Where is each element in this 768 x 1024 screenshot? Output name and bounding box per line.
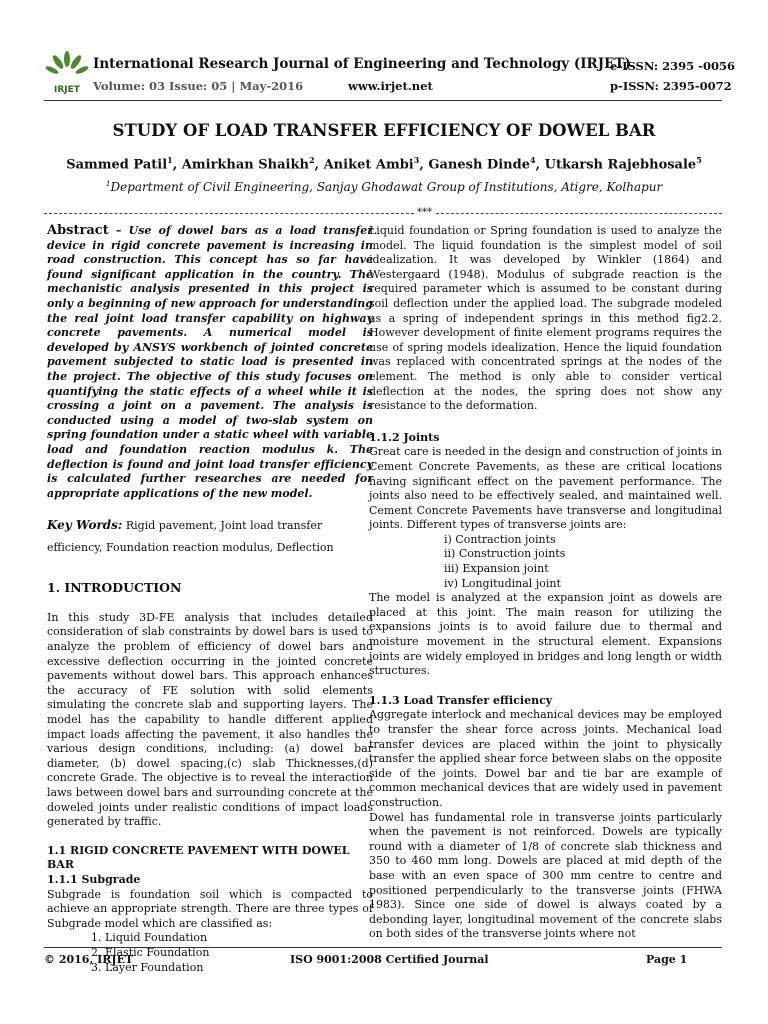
author-name: Ganesh Dinde bbox=[428, 157, 530, 173]
irjet-logo bbox=[44, 50, 90, 96]
author-sup: 2 bbox=[308, 155, 315, 165]
author-sup: 1 bbox=[167, 155, 173, 165]
affiliation bbox=[0, 179, 768, 194]
left-column bbox=[47, 224, 373, 975]
volume-issue: Volume: 03 Issue: 05 | May-2016 bbox=[93, 79, 304, 93]
author-sup: 5 bbox=[696, 155, 702, 165]
author-name: Utkarsh Rajebhosale bbox=[544, 157, 697, 173]
paper-title: STUDY OF LOAD TRANSFER EFFICIENCY OF DOWEL BAR bbox=[112, 121, 656, 140]
affiliation-sup: 1 bbox=[105, 179, 111, 188]
keywords-text: Rigid pavement, Joint load transfer efficiency, Foundation reaction modulus, Deflection bbox=[47, 519, 334, 555]
footer-page-number: Page 1 bbox=[646, 953, 688, 966]
author-name: Sammed Patil bbox=[66, 157, 168, 173]
list-item: iii) Expansion joint bbox=[444, 562, 549, 576]
abstract-text: – Use of dowel bars as a load transfer device in rigid concrete pavement is increasing in road construction. This concept has so far have found significant application in the country. The mechanistic analysis presented in this project is only a beginning of new approach for understanding the real joint load transfer capability on highway concrete pavements. A numerical model is developed by ANSYS workbench of jointed concrete pavement subjected to static load is presented in the project. The objective of this study focuses on quantifying the static effects of a wheel while it is crossing a joint on a pavement. The analysis is conducted using a model of two-slab system on spring foundation under a static wheel with variable load and foundation reaction modulus k. The deflection is found and joint load transfer efficiency is calculated further researches are needed for appropriate applications of the new model. bbox=[47, 224, 373, 500]
keywords bbox=[47, 514, 373, 559]
joints-heading: 1.1.2 Joints bbox=[369, 430, 440, 444]
abstract bbox=[47, 224, 373, 501]
p-issn: p-ISSN: 2395-0072 bbox=[610, 79, 732, 93]
footer-copyright: © 2016, IRJET bbox=[44, 953, 134, 966]
liquid-foundation-paragraph: Liquid foundation or Spring foundation is used to analyze the model. The liquid foundation is the simplest model of soil idealization. It was developed by Winkler (1864) and Westergaard (1948). Modulus of subgrade reaction is the required parameter which is assumed to be constant during soil deflection under the applied load. The subgrade modeled as a spring of independent springs in this method fig2.2. However development of finite element programs requires the use of spring models idealization. Hence the liquid foundation was replaced with concentrated springs at the nodes of the element. The method is only able to consider vertical deflection at the nodes, the spring does not show any resistance to the deformation. bbox=[369, 224, 722, 413]
list-item: 2. Elastic Foundation bbox=[91, 945, 210, 959]
right-column bbox=[369, 224, 722, 942]
footer-rule bbox=[44, 947, 722, 948]
journal-website[interactable]: www.irjet.net bbox=[348, 79, 433, 93]
intro-heading: 1. INTRODUCTION bbox=[47, 580, 182, 596]
list-item: ii) Construction joints bbox=[444, 547, 566, 561]
list-item: i) Contraction joints bbox=[444, 532, 556, 546]
list-item: iv) Longitudinal joint bbox=[444, 576, 561, 590]
affiliation-text: Department of Civil Engineering, Sanjay Ghodawat Group of Institutions, Atigre, Kolhapur bbox=[110, 180, 663, 194]
author-sup: 3 bbox=[413, 155, 420, 165]
section-1-1-heading: 1.1 RIGID CONCRETE PAVEMENT WITH DOWEL BAR bbox=[47, 843, 350, 872]
load-transfer-paragraph: Aggregate interlock and mechanical devices may be employed to transfer the shear force across joints. Mechanical load transfer devices are placed within the joint to physically transfer the applied shear force between slabs on the opposite side of the joints. Dowel bar and tie bar are example of common mechanical devices that are widely used in pavement construction. bbox=[369, 708, 722, 809]
list-item: 1. Liquid Foundation bbox=[91, 931, 208, 945]
abstract-label: Abstract bbox=[47, 223, 109, 238]
journal-title: International Research Journal of Engineering and Technology (IRJET) bbox=[93, 56, 631, 72]
author-name: Aniket Ambi bbox=[323, 157, 414, 173]
joints-list bbox=[369, 533, 722, 591]
section-separator bbox=[44, 207, 722, 221]
section-1-1-1-heading: 1.1.1 Subgrade bbox=[47, 872, 141, 886]
expansion-joint-paragraph: The model is analyzed at the expansion joint as dowels are placed at this joint. The main reason for utilizing the expansions joints is to avoid failure due to thermal and moisture movement in the structural element. Expansions joints are widely employed in bridges and long length or width structures. bbox=[369, 591, 722, 678]
logo-text: IRJET bbox=[54, 85, 80, 95]
author-list: Sammed Patil$^1$, Amirkhan Shaikh$^2$, Aniket Ambi$^3$, Ganesh Dinde$^4$, Utkarsh Rajebhosale$^5$ bbox=[66, 155, 702, 173]
author-sup: 4 bbox=[529, 155, 536, 165]
separator-stars: *** bbox=[417, 207, 432, 218]
dowel-paragraph: Dowel has fundamental role in transverse joints particularly when the pavement is not reinforced. Dowels are typically round with a diameter of 1/8 of concrete slab thickness and 350 to 460 mm long. Dowels are placed at mid depth of the base with an even space of 300 mm centre to centre and positioned perpendicularly to the transverse joints (FHWA 1983). Since one side of dowel is always coated by a debonding layer, longitudinal movement of the concrete slabs on both sides of the transverse joints where not bbox=[369, 810, 722, 941]
intro-paragraph: In this study 3D-FE analysis that includes detailed consideration of slab constraints by dowel bars is used to analyze the problem of efficiency of dowel bars and excessive deflection occurring in the jointed concrete pavements without dowel bars. This approach enhances the accuracy of FE solution with solid elements simulating the concrete slab and supporting layers. The model has the capability to handle different applied impact loads affecting the pavement, it also handles the various design conditions, including: (a) dowel bar diameter, (b) dowel spacing,(c) slab Thicknesses,(d) concrete Grade. The objective is to reveal the interaction laws between dowel bars and surrounding concrete at the doweled joints under realistic conditions of impact loads generated by traffic. bbox=[47, 610, 373, 829]
load-transfer-heading: 1.1.3 Load Transfer efficiency bbox=[369, 693, 553, 707]
subgrade-paragraph: Subgrade is foundation soil which is compacted to achieve an appropriate strength. There are three types of Subgrade model which are classified as: bbox=[47, 887, 373, 930]
author-name: Amirkhan Shaikh bbox=[181, 157, 309, 173]
keywords-label: Key Words: bbox=[47, 518, 123, 533]
header-rule bbox=[44, 100, 722, 101]
footer-certification: ISO 9001:2008 Certified Journal bbox=[290, 953, 489, 966]
joints-paragraph: Great care is needed in the design and construction of joints in Cement Concrete Pavements, as these are critical locations having significant effect on the pavement performance. The joints also need to be effectively sealed, and maintained well. Cement Concrete Pavements have transverse and longitudinal joints. Different types of transverse joints are: bbox=[369, 445, 722, 532]
e-issn: e-ISSN: 2395 -0056 bbox=[610, 59, 735, 73]
list-item: 3. Layer Foundation bbox=[91, 960, 204, 974]
